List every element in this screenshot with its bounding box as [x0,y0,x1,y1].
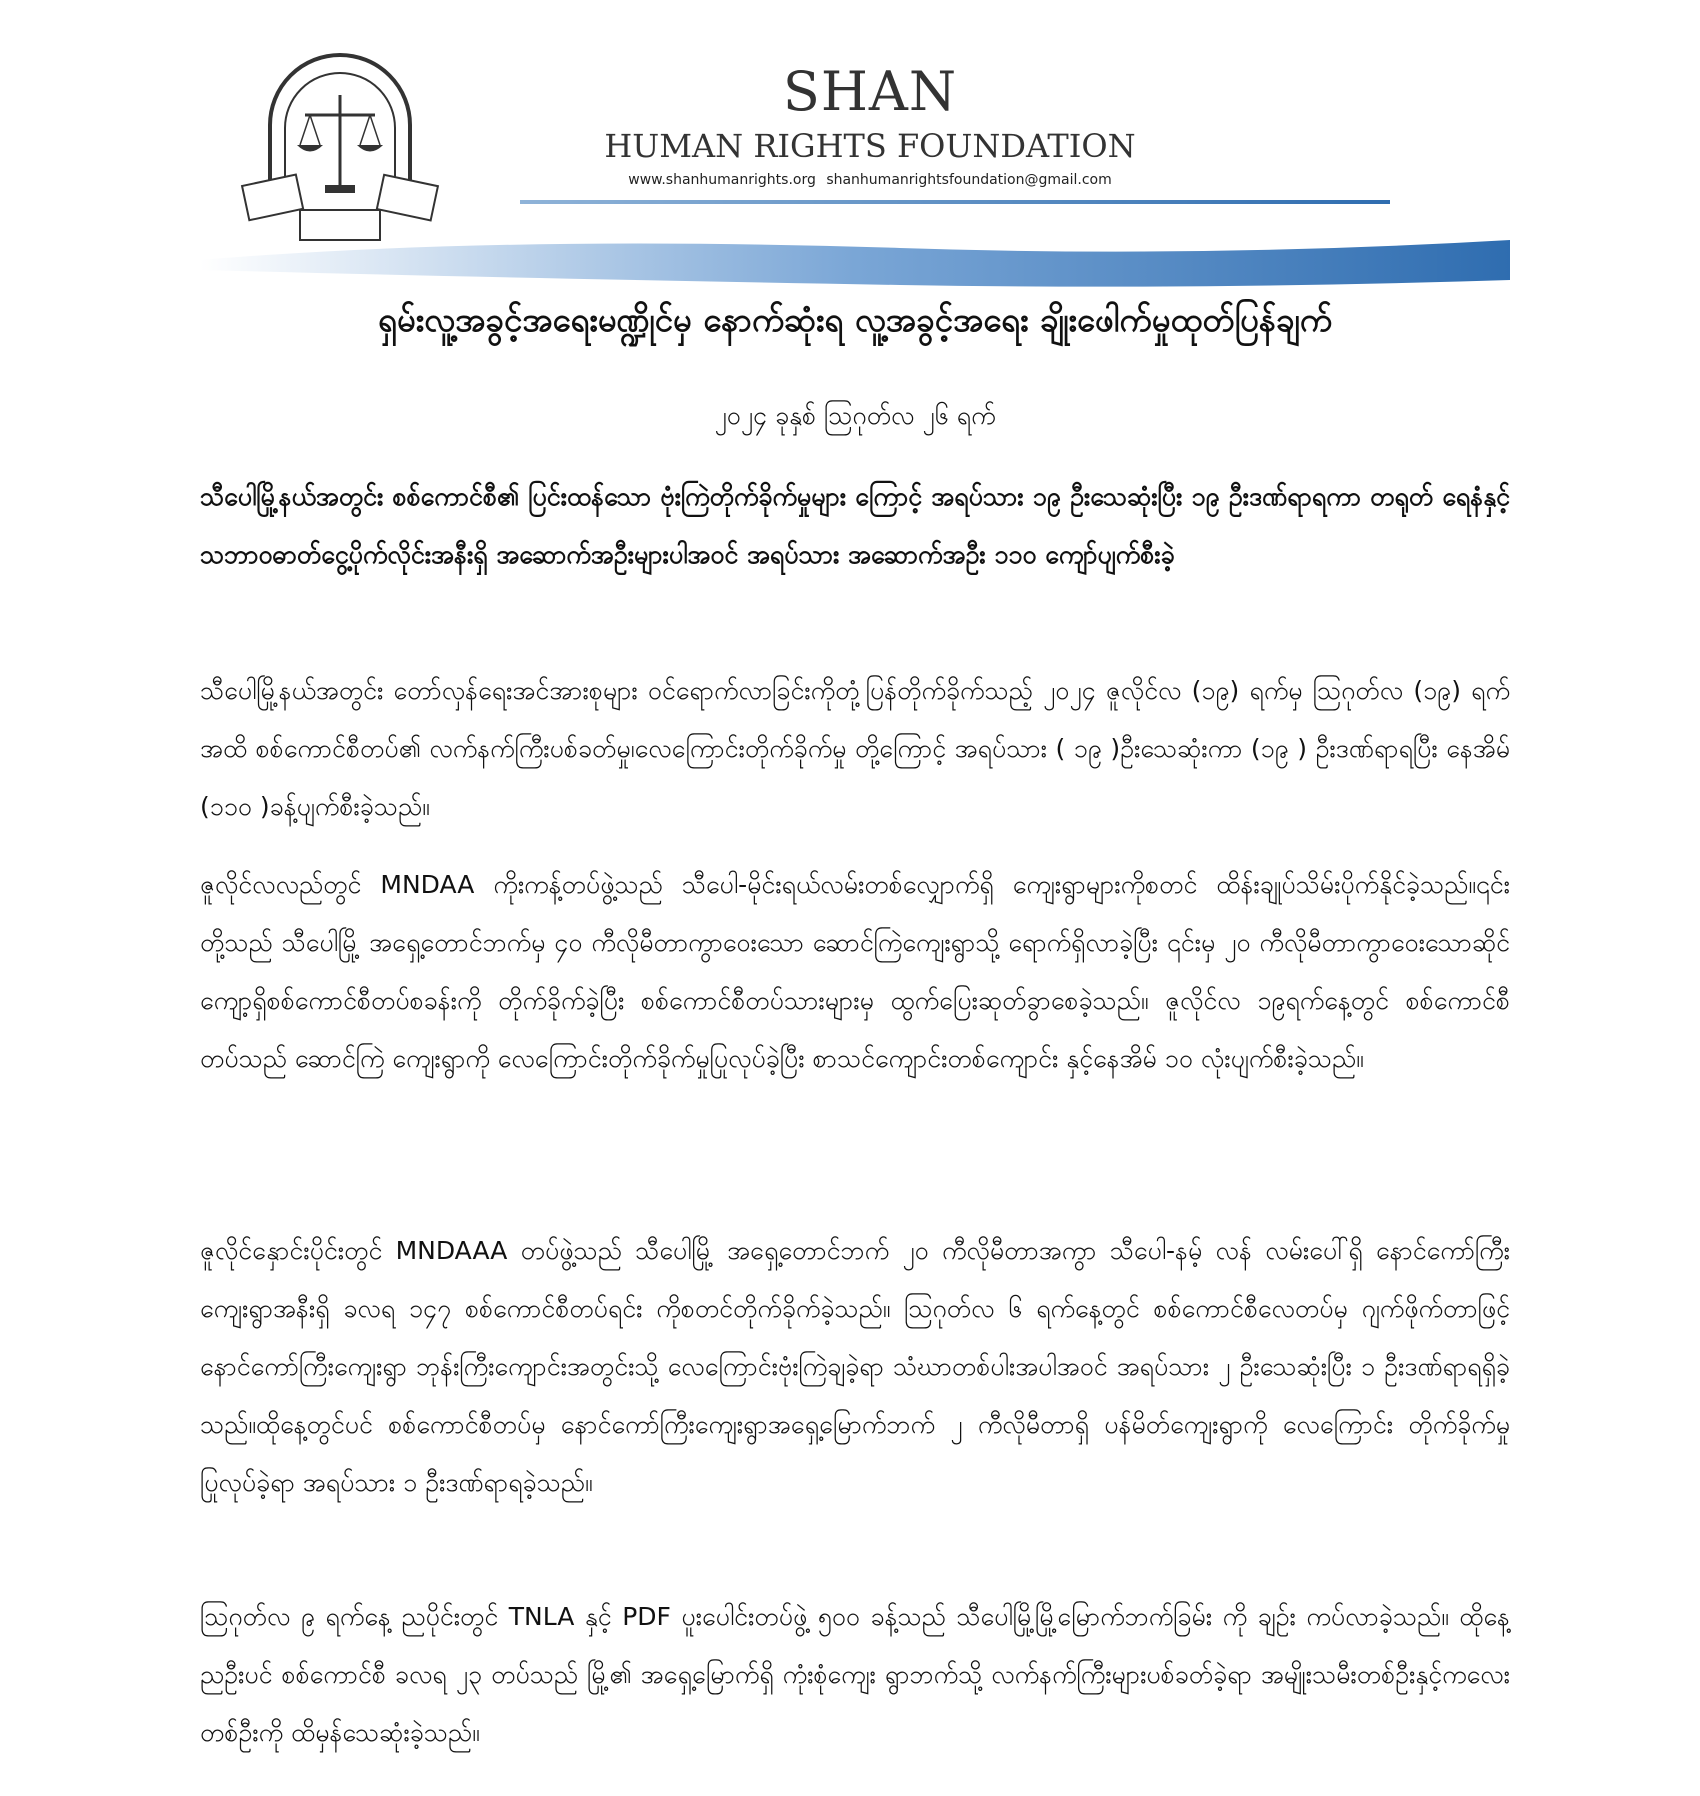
document-lede: သီပေါမြို့နယ်အတွင်း စစ်ကောင်စီ၏ ပြင်းထန်သော ဗုံးကြဲတိုက်ခိုက်မှုများ ကြောင့် အရပ်သား ၁၉ ဦးသေဆုံးပြီး ၁၉ ဦးဒဏ်ရာရကာ တရုတ် ရေနံနှင့်သဘာဝဓာတ်ငွေ့ပိုက်လိုင်းအနီးရှိ အဆောက်အဦးများပါအဝင် အရပ်သား အဆောက်အဦး ၁၁၀ ကျော်ပျက်စီးခဲ့ [200,482,1510,569]
website-link[interactable]: www.shanhumanrights.org [628,172,816,188]
paragraph-3: ဇူလိုင်နှောင်းပိုင်းတွင် MNDAAA တပ်ဖွဲ့သည် သီပေါမြို့ အရှေ့တောင်ဘက် ၂၀ ကီလိုမီတာအကွာ သီပေါ-နမ့် လန် လမ်းပေါ်ရှိ နောင်ကော်ကြီးကျေးရွာအနီးရှိ ခလရ ၁၄၇ စစ်ကောင်စီတပ်ရင်း ကိုစတင်တိုက်ခိုက်ခဲ့သည်။ ဩဂုတ်လ ၆ ရက်နေ့တွင် စစ်ကောင်စီလေတပ်မှ ဂျက်ဖိုက်တာဖြင့် နောင်ကော်ကြီးကျေးရွာ ဘုန်းကြီးကျောင်းအတွင်းသို့ လေကြောင်းဗုံးကြဲချခဲ့ရာ သံဃာတစ်ပါးအပါအဝင် အရပ်သား ၂ ဦးသေဆုံးပြီး ၁ ဦးဒဏ်ရာရရှိခဲ့သည်။ထိုနေ့တွင်ပင် စစ်ကောင်စီတပ်မှ နောင်ကော်ကြီးကျေးရွာအရှေ့မြောက်ဘက် ၂ ကီလိုမီတာရှိ ပန်မိတ်ကျေးရွာကို လေကြောင်း တိုက်ခိုက်မှုပြုလုပ်ခဲ့ရာ အရပ်သား ၁ ဦးဒဏ်ရာရခဲ့သည်။ [200,1236,1510,1497]
org-name: SHAN [782,60,958,123]
scales-of-justice-icon [297,95,383,193]
paragraph-2: ဇူလိုင်လလည်တွင် MNDAA ကိုးကန့်တပ်ဖွဲ့သည် သီပေါ-မိုင်းရယ်လမ်းတစ်လျှောက်ရှိ ကျေးရွာများကိုစတင် ထိန်းချုပ်သိမ်းပိုက်နိုင်ခဲ့သည်။၎င်းတို့သည် သီပေါမြို့ အရှေ့တောင်ဘက်မှ ၄၀ ကီလိုမီတာကွာဝေးသော ဆောင်ကြဲကျေးရွာသို့ ရောက်ရှိလာခဲ့ပြီး ၎င်းမှ ၂၀ ကီလိုမီတာကွာဝေးသောဆိုင်ကျော့ရှိစစ်ကောင်စီတပ်စခန်းကို တိုက်ခိုက်ခဲ့ပြီး စစ်ကောင်စီတပ်သားများမှ ထွက်ပြေးဆုတ်ခွာစေခဲ့သည်။ ဇူလိုင်လ ၁၉ရက်နေ့တွင် စစ်ကောင်စီတပ်သည် ဆောင်ကြဲ ကျေးရွာကို လေကြောင်းတိုက်ခိုက်မှုပြုလုပ်ခဲ့ပြီး စာသင်ကျောင်းတစ်ကျောင်း နှင့်နေအိမ် ၁၀ လုံးပျက်စီးခဲ့သည်။ [200,870,1510,1073]
paragraph-1: သီပေါမြို့နယ်အတွင်း တော်လှန်ရေးအင်အားစုများ ဝင်ရောက်လာခြင်းကိုတုံ့ပြန်တိုက်ခိုက်သည့် ၂၀၂၄ ဇူလိုင်လ (၁၉) ရက်မှ ဩဂုတ်လ (၁၉) ရက်အထိ စစ်ကောင်စီတပ်၏ လက်နက်ကြီးပစ်ခတ်မှု၊လေကြောင်းတိုက်ခိုက်မှု တို့ကြောင့် အရပ်သား ( ၁၉ )ဦးသေဆုံးကာ (၁၉ ) ဦးဒဏ်ရာရပြီး နေအိမ် (၁၁၀ )ခန့်ပျက်စီးခဲ့သည်။ [200,676,1510,821]
document-title: ရှမ်းလူ့အခွင့်အရေးမဏ္ဍိုင်မှ နောက်ဆုံးရ လူ့အခွင့်အရေး ချိုးဖေါက်မှုထုတ်ပြန်ချက် [377,300,1333,339]
org-contact [510,172,1230,188]
letterhead [200,40,1510,290]
document-date: ၂၀၂၄ ခုနှစ် ဩဂုတ်လ ၂၆ ရက် [714,401,996,430]
header-rule [520,200,1390,204]
shrf-logo [240,40,440,250]
email-link[interactable]: shanhumanrightsfoundation@gmail.com [826,172,1112,188]
org-block [510,60,1230,188]
org-subtitle: HUMAN RIGHTS FOUNDATION [604,127,1136,165]
header-swoosh [200,230,1510,290]
paragraph-4: ဩဂုတ်လ ၉ ရက်နေ့ ညပိုင်းတွင် TNLA နှင့် PDF ပူးပေါင်းတပ်ဖွဲ့ ၅၀၀ ခန့်သည် သီပေါမြို့မြို့မြောက်ဘက်ခြမ်း ကို ချဉ်း ကပ်လာခဲ့သည်။ ထိုနေ့ညဦးပင် စစ်ကောင်စီ ခလရ ၂၃ တပ်သည် မြို့၏ အရှေ့မြောက်ရှိ ကုံးစုံကျေး ရွာဘက်သို့ လက်နက်ကြီးများပစ်ခတ်ခဲ့ရာ အမျိုးသမီးတစ်ဦးနှင့်ကလေးတစ်ဦးကို ထိမှန်သေဆုံးခဲ့သည်။ [200,1602,1510,1747]
